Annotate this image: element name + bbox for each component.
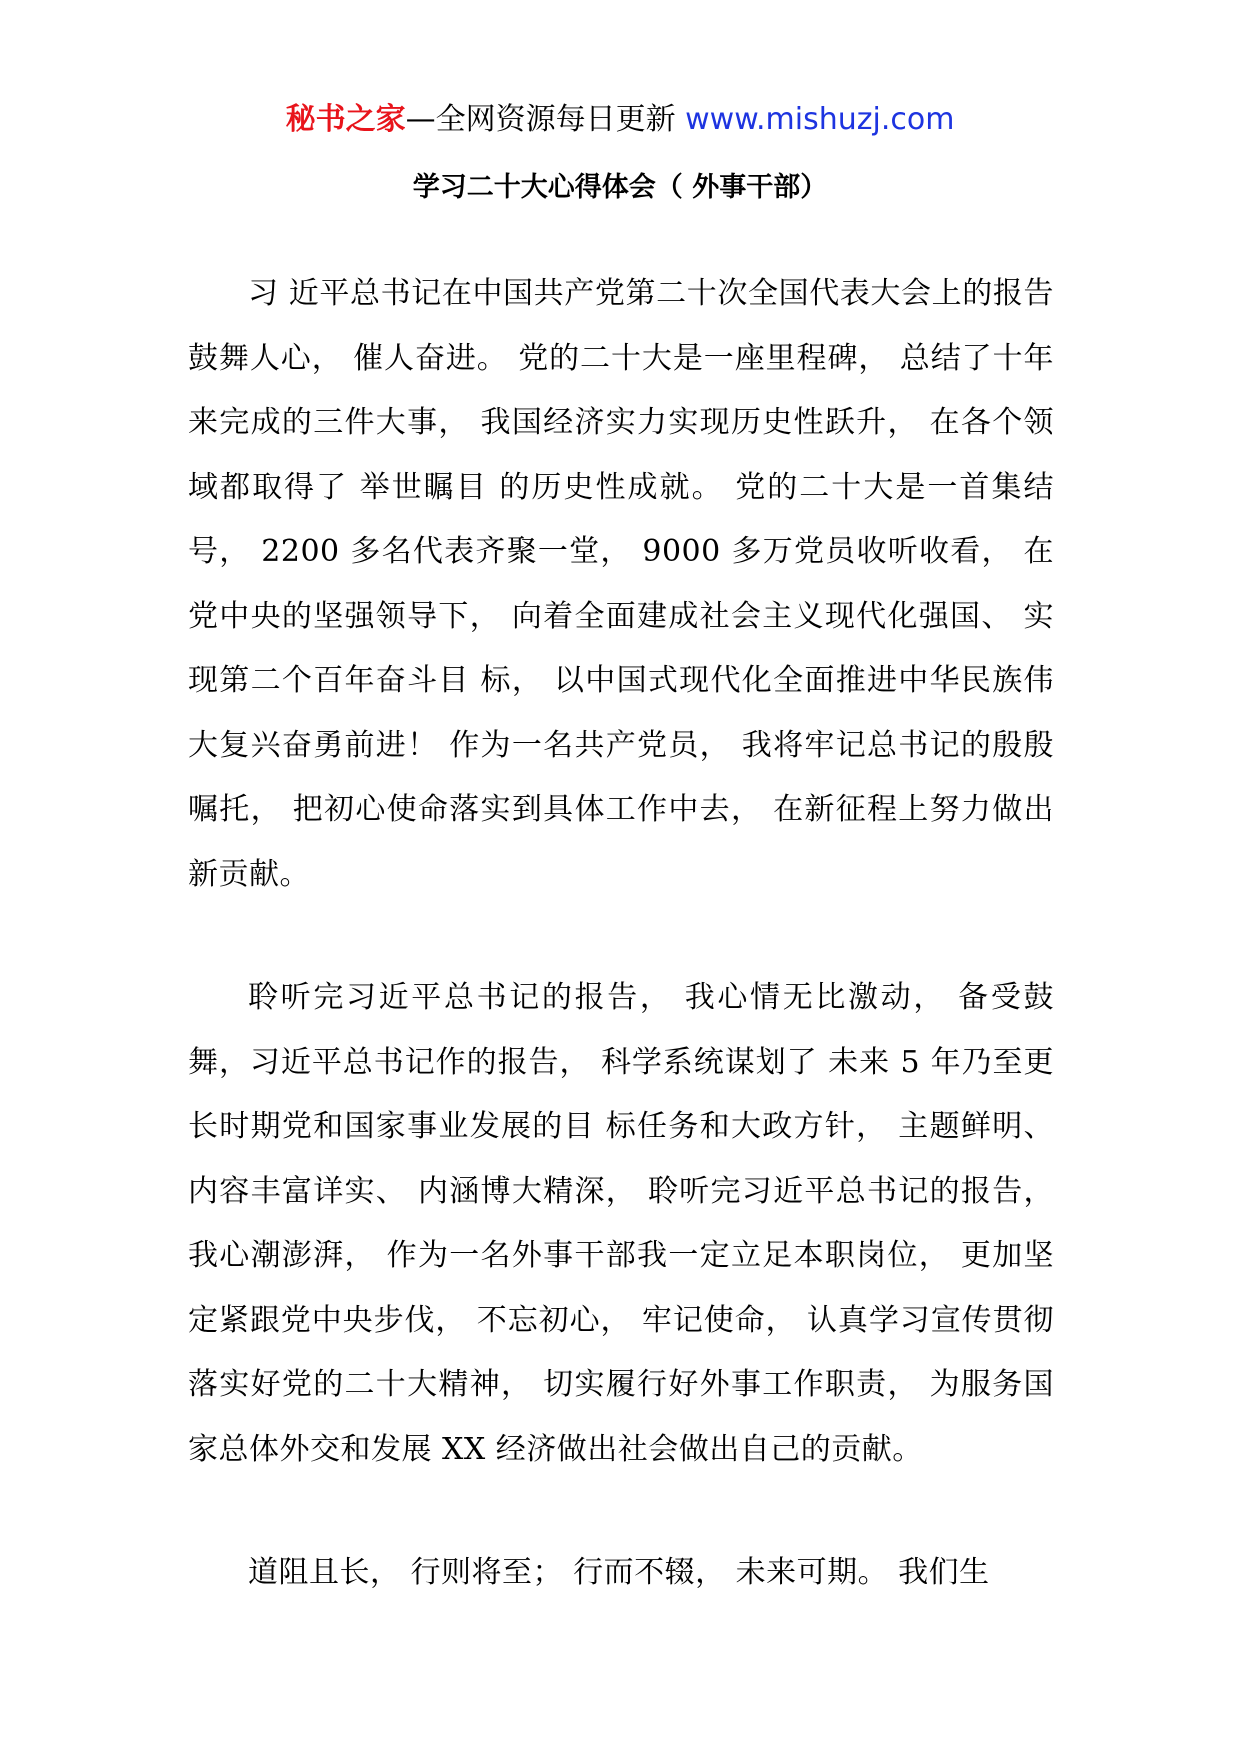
document-title: 学习二十大心得体会（ 外事干部） — [412, 172, 828, 203]
site-header — [0, 98, 1240, 142]
header-tagline: —全网资源每日更新 — [405, 102, 686, 137]
site-url-link[interactable]: www.mishuzj.com — [685, 102, 955, 137]
body-paragraph-2: 聆听完习近平总书记的报告， 我心情无比激动， 备受鼓舞，习近平总书记作的报告， 科学系统谋划了 未来 5 年乃至更长时期党和国家事业发展的目 标任务和大政方针， 主题鲜明、 内容丰富详实、 内涵博大精深， 聆听完习近平总书记的报告， 我心潮澎湃， 作为一名外事干部我一定立足本职岗位， 更加坚定紧跟党中央步伐， 不忘初心， 牢记使命， 认真学习宣传贯彻落实好党的二十大精神， 切实履行好外事工作职责， 为服务国家总体外交和发展 XX 经济做出社会做出自己的贡献。 — [188, 980, 1054, 1467]
body-paragraph-3: 道阻且长， 行则将至； 行而不辍， 未来可期。 我们生 — [248, 1555, 990, 1590]
brand-name: 秘书之家 — [285, 102, 406, 137]
body-paragraph-1: 习 近平总书记在中国共产党第二十次全国代表大会上的报告鼓舞人心， 催人奋进。 党的二十大是一座里程碑， 总结了十年来完成的三件大事， 我国经济实力实现历史性跃升， 在各个领域都取得了 举世瞩目 的历史性成就。 党的二十大是一首集结号， 2200 多名代表齐聚一堂， 9000 多万党员收听收看， 在党中央的坚强领导下， 向着全面建成社会主义现代化强国、 实现第二个百年奋斗目 标， 以中国式现代化全面推进中华民族伟大复兴奋勇前进！ 作为一名共产党员， 我将牢记总书记的殷殷嘱托， 把初心使命落实到具体工作中去， 在新征程上努力做出新贡献。 — [188, 276, 1054, 892]
document-body — [188, 262, 1054, 1665]
